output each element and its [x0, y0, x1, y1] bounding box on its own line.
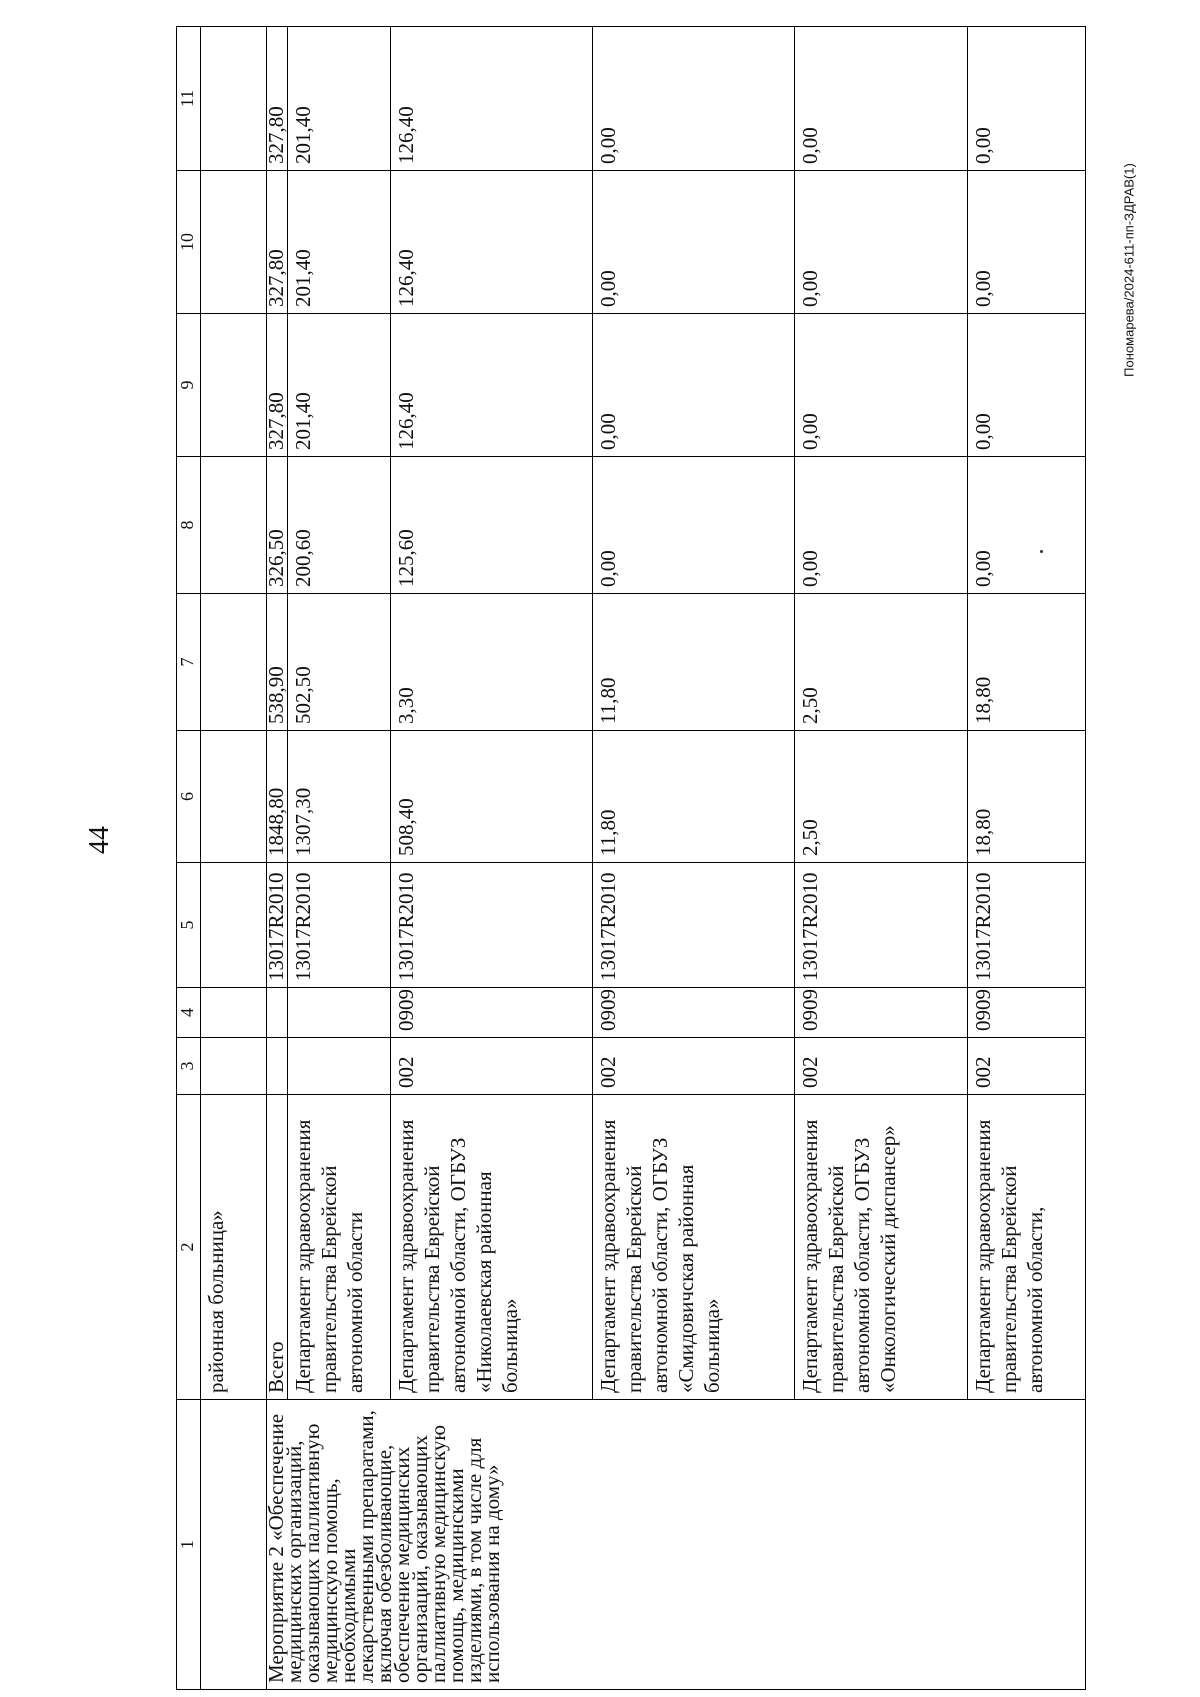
cell-grbs — [287, 1038, 390, 1095]
row-name: Департамент здравоохранения правительства Еврейской автономной области — [287, 1095, 390, 1400]
cell-rzpr: 0909 — [968, 988, 1086, 1038]
col-header-2: 2 — [177, 1095, 201, 1400]
empty-cell — [200, 731, 266, 863]
cell-value-7: 11,80 — [592, 594, 794, 731]
cell-csr: 13017R2010 — [266, 863, 287, 988]
cell-grbs: 002 — [592, 1038, 794, 1095]
col-header-7: 7 — [177, 594, 201, 731]
empty-cell — [200, 457, 266, 594]
cell-value-7: 502,50 — [287, 594, 390, 731]
cell-value-8: 200,60 — [287, 457, 390, 594]
cell-value-9: 327,80 — [266, 314, 287, 457]
cell-value-11: 201,40 — [287, 27, 390, 171]
cell-csr: 13017R2010 — [287, 863, 390, 988]
cell-value-11: 327,80 — [266, 27, 287, 171]
row-name: Департамент здравоохранения правительства Еврейской автономной области, ОГБУЗ «Николаевская районная больница» — [391, 1095, 593, 1400]
cell-value-6: 18,80 — [968, 731, 1086, 863]
cell-value-8: 0,00 — [592, 457, 794, 594]
col-header-10: 10 — [177, 171, 201, 314]
cell-value-6: 2,50 — [794, 731, 968, 863]
col-header-5: 5 — [177, 863, 201, 988]
row-name: Всего — [266, 1095, 287, 1400]
rotated-table-container — [176, 27, 1086, 1690]
cell-value-10: 201,40 — [287, 171, 390, 314]
cell-grbs: 002 — [391, 1038, 593, 1095]
cell-rzpr — [266, 988, 287, 1038]
row-name: Департамент здравоохранения правительства Еврейской автономной области, ОГБУЗ «Смидовичская районная больница» — [592, 1095, 794, 1400]
continuation-cell-1 — [200, 1400, 266, 1690]
page-number: 44 — [84, 826, 115, 854]
header-row — [177, 27, 201, 1690]
cell-value-11: 126,40 — [391, 27, 593, 171]
cell-value-10: 0,00 — [968, 171, 1086, 314]
cell-value-10: 327,80 — [266, 171, 287, 314]
cell-rzpr: 0909 — [794, 988, 968, 1038]
cell-value-7: 538,90 — [266, 594, 287, 731]
cell-value-10: 0,00 — [592, 171, 794, 314]
empty-cell — [200, 594, 266, 731]
col-header-9: 9 — [177, 314, 201, 457]
cell-value-8: 326,50 — [266, 457, 287, 594]
col-header-1: 1 — [177, 1400, 201, 1690]
cell-value-7: 18,80 — [968, 594, 1086, 731]
cell-csr: 13017R2010 — [794, 863, 968, 988]
empty-cell — [200, 171, 266, 314]
cell-value-6: 1307,30 — [287, 731, 390, 863]
continuation-row — [200, 27, 266, 1690]
col-header-11: 11 — [177, 27, 201, 171]
cell-rzpr: 0909 — [391, 988, 593, 1038]
cell-value-8: 125,60 — [391, 457, 593, 594]
document-code — [1121, 163, 1141, 377]
cell-grbs: 002 — [794, 1038, 968, 1095]
cell-value-9: 0,00 — [592, 314, 794, 457]
cell-csr: 13017R2010 — [391, 863, 593, 988]
col-header-6: 6 — [177, 731, 201, 863]
cell-value-9: 0,00 — [968, 314, 1086, 457]
empty-cell — [200, 988, 266, 1038]
scan-speck — [1040, 550, 1043, 553]
cell-csr: 13017R2010 — [968, 863, 1086, 988]
empty-cell — [200, 1038, 266, 1095]
cell-value-11: 0,00 — [592, 27, 794, 171]
cell-value-11: 0,00 — [794, 27, 968, 171]
cell-value-7: 2,50 — [794, 594, 968, 731]
cell-value-6: 1848,80 — [266, 731, 287, 863]
cell-value-9: 126,40 — [391, 314, 593, 457]
cell-grbs — [266, 1038, 287, 1095]
cell-value-10: 0,00 — [794, 171, 968, 314]
cell-rzpr — [287, 988, 390, 1038]
cell-value-7: 3,30 — [391, 594, 593, 731]
empty-cell — [200, 863, 266, 988]
cell-value-9: 0,00 — [794, 314, 968, 457]
cell-value-9: 201,40 — [287, 314, 390, 457]
cell-value-8: 0,00 — [968, 457, 1086, 594]
empty-cell — [200, 27, 266, 171]
row-name: Департамент здравоохранения правительства Еврейской автономной области, — [968, 1095, 1086, 1400]
cell-value-10: 126,40 — [391, 171, 593, 314]
cell-value-6: 508,40 — [391, 731, 593, 863]
cell-grbs: 002 — [968, 1038, 1086, 1095]
budget-table — [176, 26, 1086, 1690]
col-header-3: 3 — [177, 1038, 201, 1095]
continuation-text: районная больница» — [200, 1095, 266, 1400]
cell-value-8: 0,00 — [794, 457, 968, 594]
col-header-4: 4 — [177, 988, 201, 1038]
document-code-text: Пономарева/2024-611-пп-ЗДРАВ(1) — [1121, 163, 1137, 377]
empty-cell — [200, 314, 266, 457]
cell-rzpr: 0909 — [592, 988, 794, 1038]
measure-title: Мероприятие 2 «Обеспечение медицинских организаций, оказывающих паллиативную медицинскую помощь, необходимыми лекарственными препаратами, включая обезболивающие, обеспечение медицинских организаций, оказывающих паллиативную медицинскую помощь, медицинскими изделиями, в том числе для использования на дому» — [266, 1400, 1085, 1690]
table-row — [266, 27, 287, 1690]
row-name: Департамент здравоохранения правительства Еврейской автономной области, ОГБУЗ «Онкологический диспансер» — [794, 1095, 968, 1400]
cell-value-11: 0,00 — [968, 27, 1086, 171]
cell-value-6: 11,80 — [592, 731, 794, 863]
cell-csr: 13017R2010 — [592, 863, 794, 988]
col-header-8: 8 — [177, 457, 201, 594]
